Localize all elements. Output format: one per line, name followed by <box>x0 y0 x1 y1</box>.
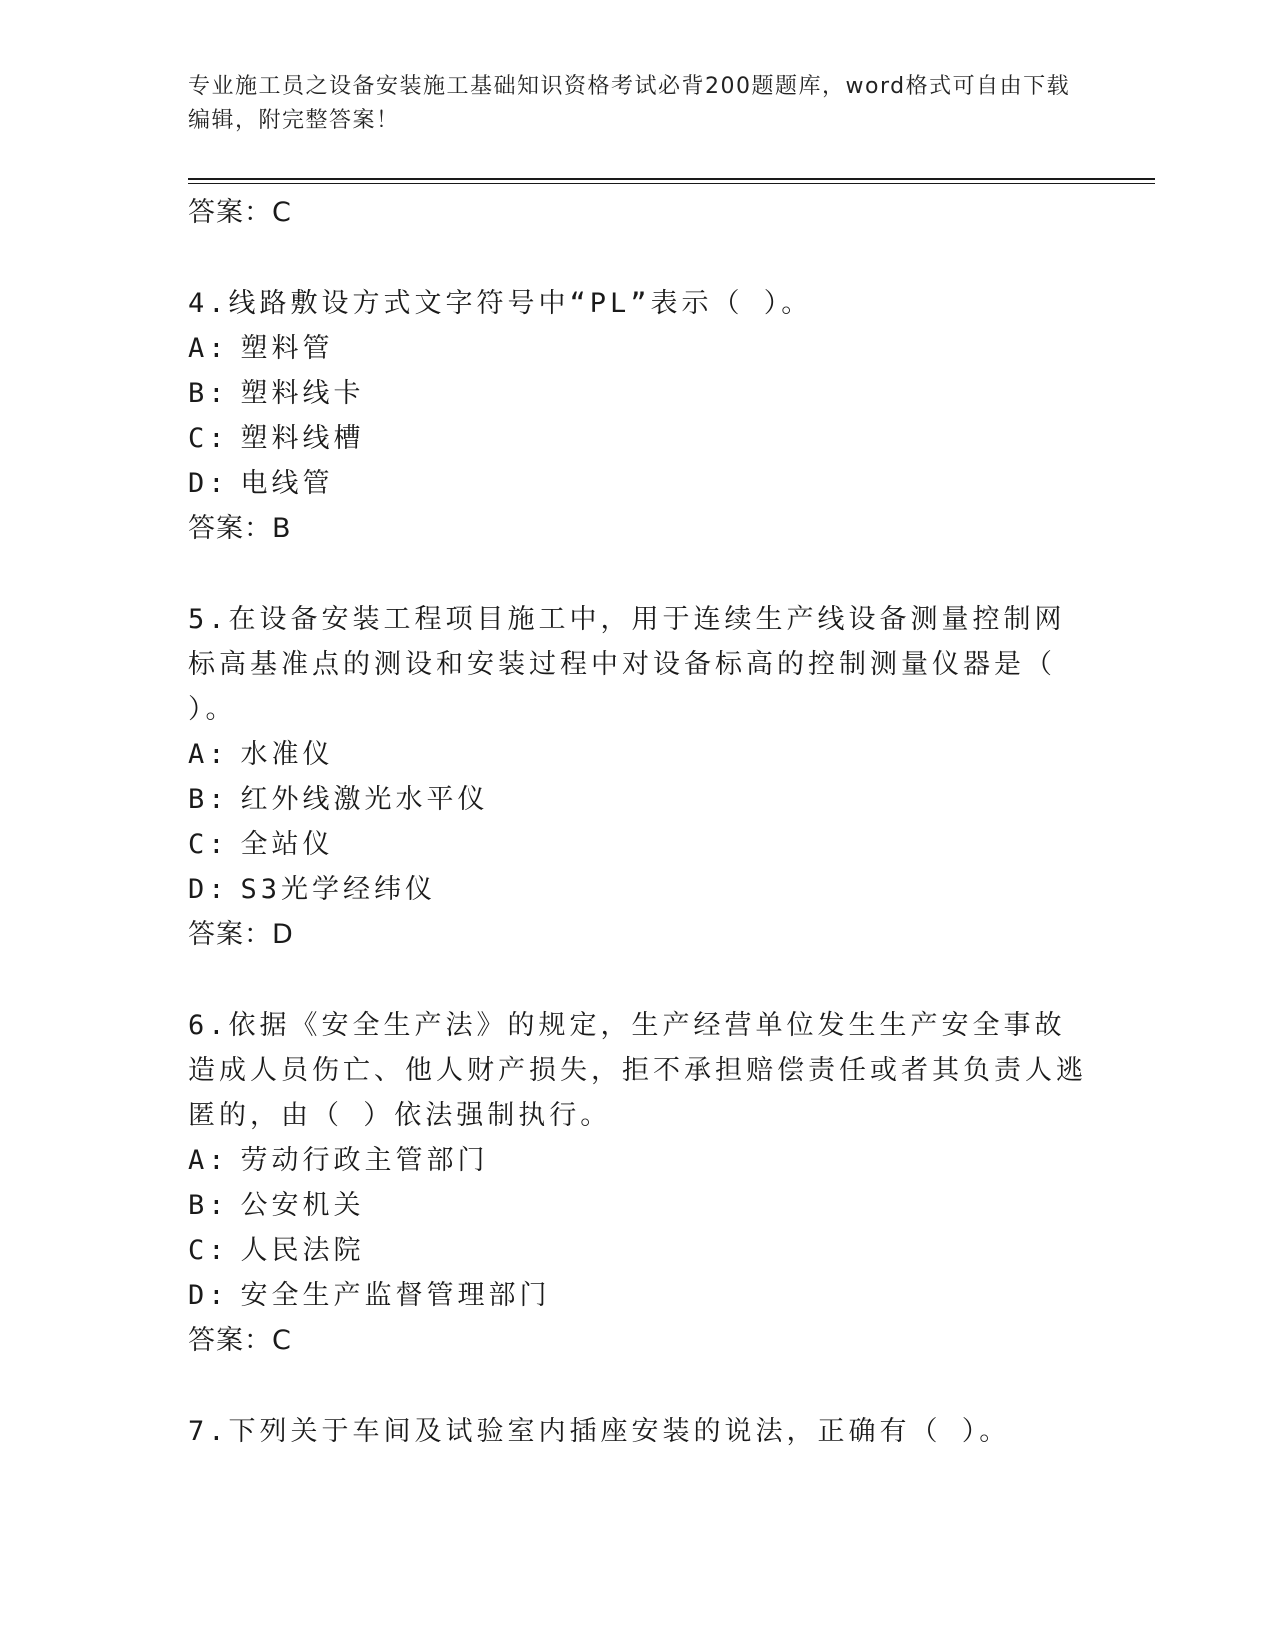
question-stem: 7.下列关于车间及试验室内插座安装的说法，正确有（ ）。 <box>188 1416 1011 1447</box>
option-text: 红外线激光水平仪 <box>240 784 489 815</box>
header-rule-thick <box>188 178 1155 180</box>
question-stem: 6.依据《安全生产法》的规定，生产经营单位发生生产安全事故造成人员伤亡、他人财产损失，拒不承担赔偿责任或者其负责人逃匿的，由（ ）依法强制执行。 <box>188 1010 1087 1131</box>
option-letter: D: <box>188 874 229 905</box>
option-d <box>188 1273 1088 1318</box>
answer-line: 答案：D <box>188 919 294 950</box>
option-b <box>188 1183 1088 1228</box>
question-block-6 <box>188 1003 1088 1364</box>
option-text: 塑料线槽 <box>240 423 365 454</box>
option-letter: B: <box>188 378 229 409</box>
header-rule-thin <box>188 183 1155 184</box>
option-c <box>188 416 1088 461</box>
option-text: 电线管 <box>240 468 334 499</box>
option-letter: A: <box>188 739 229 770</box>
prev-answer: 答案：C <box>188 197 292 228</box>
option-letter: C: <box>188 829 229 860</box>
option-letter: B: <box>188 1190 229 1221</box>
spacer <box>188 958 1088 1003</box>
option-text: 塑料线卡 <box>240 378 365 409</box>
option-text: 公安机关 <box>240 1190 365 1221</box>
option-text: 水准仪 <box>240 739 334 770</box>
answer-line: 答案：C <box>188 1325 292 1356</box>
option-letter: C: <box>188 1235 229 1266</box>
option-c <box>188 1228 1088 1273</box>
option-letter: B: <box>188 784 229 815</box>
option-b <box>188 371 1088 416</box>
option-a <box>188 1138 1088 1183</box>
option-text: 劳动行政主管部门 <box>240 1145 489 1176</box>
option-text: 安全生产监督管理部门 <box>240 1280 551 1311</box>
option-c <box>188 822 1088 867</box>
document-header: 专业施工员之设备安装施工基础知识资格考试必背200题题库，word格式可自由下载编辑，附完整答案！ <box>188 74 1071 133</box>
question-block-5 <box>188 597 1088 958</box>
option-letter: D: <box>188 1280 229 1311</box>
question-stem: 5.在设备安装工程项目施工中，用于连续生产线设备测量控制网标高基准点的测设和安装过程中对设备标高的控制测量仪器是（ ）。 <box>188 604 1066 725</box>
option-text: 全站仪 <box>240 829 334 860</box>
option-d <box>188 461 1088 506</box>
option-letter: A: <box>188 1145 229 1176</box>
option-a <box>188 326 1088 371</box>
answer-line: 答案：B <box>188 513 292 544</box>
option-letter: A: <box>188 333 229 364</box>
question-block-7 <box>188 1409 1088 1454</box>
option-letter: D: <box>188 468 229 499</box>
option-a <box>188 732 1088 777</box>
spacer <box>188 1364 1088 1409</box>
option-text: 塑料管 <box>240 333 334 364</box>
question-block-4 <box>188 281 1088 552</box>
question-list <box>188 190 1088 1454</box>
option-b <box>188 777 1088 822</box>
spacer <box>188 552 1088 597</box>
option-letter: C: <box>188 423 229 454</box>
option-text: S3光学经纬仪 <box>240 874 437 905</box>
question-stem: 4.线路敷设方式文字符号中“PL”表示（ ）。 <box>188 288 813 319</box>
option-text: 人民法院 <box>240 1235 365 1266</box>
option-d <box>188 867 1088 912</box>
spacer <box>188 236 1088 281</box>
